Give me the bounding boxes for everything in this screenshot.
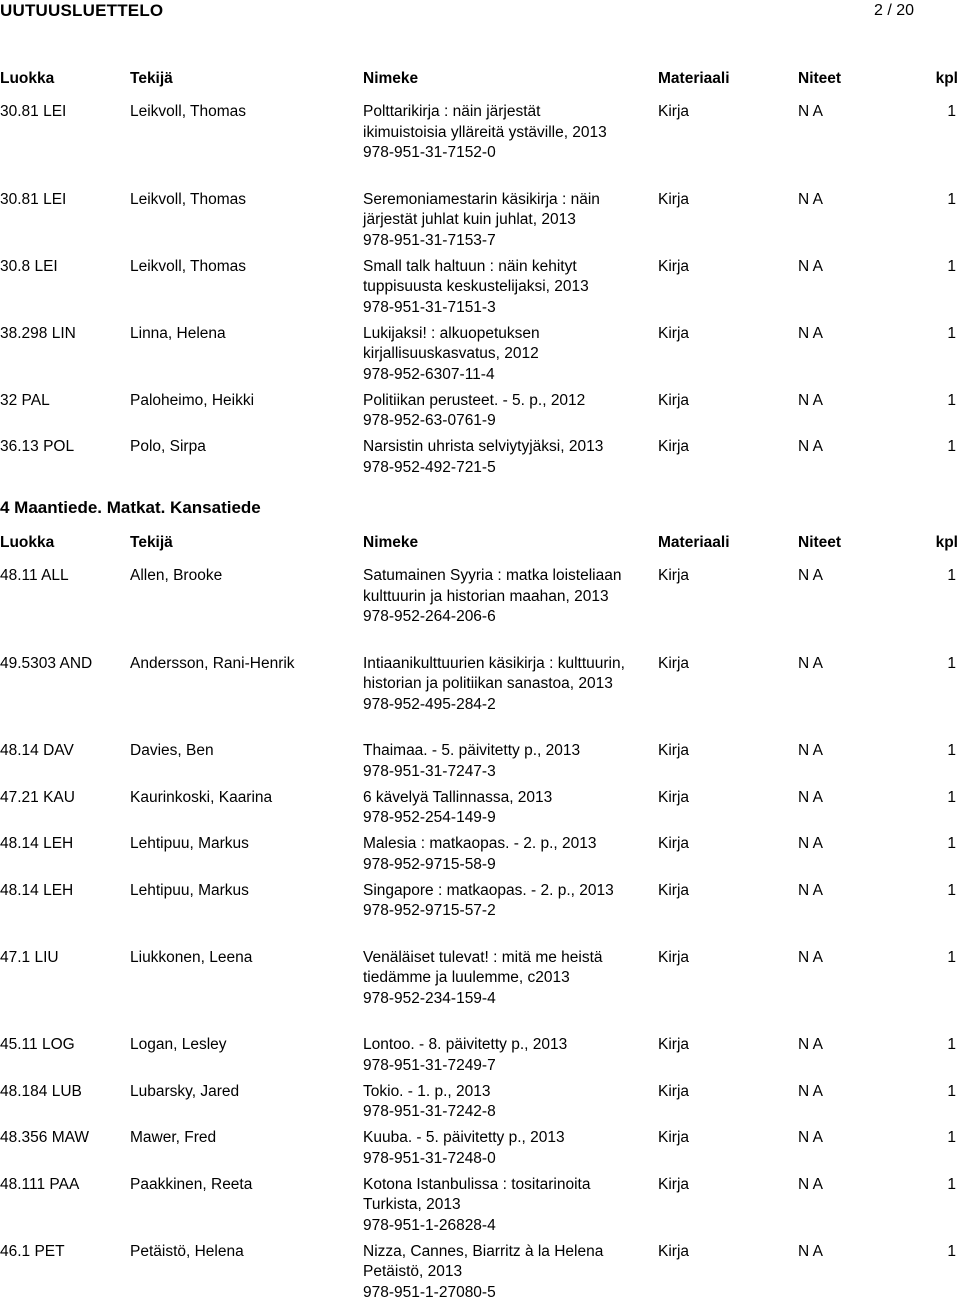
class-code: 30.81 LEI: [0, 103, 67, 120]
title: Satumainen Syyria : matka loisteliaan kulttuurin ja historian maahan, 2013: [363, 567, 622, 605]
material: Kirja: [658, 103, 690, 120]
isbn: 978-952-264-206-6: [363, 608, 496, 625]
copies-status: N A: [798, 567, 823, 584]
title: Small talk haltuun : näin kehityt tuppisuusta keskustelijaksi, 2013: [363, 257, 589, 295]
class-code: 32 PAL: [0, 391, 50, 409]
isbn: 978-951-31-7249-7: [363, 1056, 496, 1074]
title: Narsistin uhrista selviytyjäksi, 2013: [363, 438, 604, 455]
material: Kirja: [658, 742, 690, 759]
title-cell: [363, 1175, 628, 1237]
author: Liukkonen, Leena: [130, 948, 253, 966]
table-row: [0, 741, 960, 788]
class-code: 36.13 POL: [0, 438, 75, 455]
copies-status: N A: [798, 654, 823, 672]
material: Kirja: [658, 257, 690, 275]
table-row: [0, 1082, 960, 1129]
copies-status: N A: [798, 835, 823, 852]
header-nimeke: Nimeke: [363, 70, 419, 87]
quantity: 1: [947, 835, 956, 852]
copies-status: N A: [798, 1129, 823, 1146]
table-row: [0, 324, 960, 391]
title: Polttarikirja : näin järjestät ikimuistoisia ylläreitä ystäville, 2013: [363, 103, 607, 141]
material: Kirja: [658, 1082, 690, 1100]
header-kpl: kpl: [935, 534, 958, 551]
title: Singapore : matkaopas. - 2. p., 2013: [363, 881, 614, 899]
author: Linna, Helena: [130, 324, 226, 342]
class-code: 30.81 LEI: [0, 190, 67, 208]
title-cell: [363, 324, 628, 386]
section-1-table: [0, 69, 960, 484]
header-tekija: Tekijä: [130, 534, 173, 551]
class-code: 48.184 LUB: [0, 1082, 82, 1100]
title: Malesia : matkaopas. - 2. p., 2013: [363, 835, 597, 852]
title-cell: [363, 741, 628, 782]
material: Kirja: [658, 1036, 690, 1053]
quantity: 1: [947, 788, 956, 806]
header-materiaali: Materiaali: [658, 70, 730, 87]
document-title: UUTUUSLUETTELO: [0, 1, 164, 20]
isbn: 978-951-1-27080-5: [363, 1283, 496, 1301]
material: Kirja: [658, 1129, 690, 1146]
title-cell: [363, 391, 628, 432]
author: Kaurinkoski, Kaarina: [130, 788, 273, 806]
class-code: 48.14 LEH: [0, 835, 74, 852]
isbn: 978-951-1-26828-4: [363, 1216, 496, 1234]
copies-status: N A: [798, 257, 823, 275]
class-code: 48.14 DAV: [0, 742, 74, 759]
copies-status: N A: [798, 788, 823, 806]
title: Politiikan perusteet. - 5. p., 2012: [363, 391, 586, 409]
material: Kirja: [658, 190, 690, 208]
quantity: 1: [947, 1036, 956, 1053]
copies-status: N A: [798, 1082, 823, 1100]
quantity: 1: [947, 103, 956, 120]
section-2-rows: [0, 566, 960, 1309]
class-code: 46.1 PET: [0, 1242, 65, 1260]
table-row: [0, 834, 960, 881]
header-materiaali: Materiaali: [658, 534, 730, 551]
copies-status: N A: [798, 391, 823, 409]
material: Kirja: [658, 1175, 690, 1193]
author: Leikvoll, Thomas: [130, 190, 247, 208]
class-code: 30.8 LEI: [0, 257, 58, 275]
class-code: 38.298 LIN: [0, 324, 76, 342]
quantity: 1: [947, 1175, 956, 1193]
section-1-rows: [0, 102, 960, 484]
title: Tokio. - 1. p., 2013: [363, 1082, 491, 1100]
header-luokka: Luokka: [0, 70, 55, 87]
material: Kirja: [658, 391, 690, 409]
class-code: 48.11 ALL: [0, 567, 69, 584]
title-cell: [363, 437, 628, 478]
table-row: [0, 102, 960, 190]
material: Kirja: [658, 567, 690, 584]
class-code: 48.14 LEH: [0, 881, 74, 899]
table-row: [0, 788, 960, 835]
author: Polo, Sirpa: [130, 438, 206, 455]
author: Allen, Brooke: [130, 567, 223, 584]
table-row: [0, 1035, 960, 1082]
title-cell: [363, 102, 628, 164]
isbn: 978-951-31-7242-8: [363, 1103, 496, 1120]
title: Kuuba. - 5. päivitetty p., 2013: [363, 1129, 565, 1146]
title-cell: [363, 881, 628, 922]
table-row: [0, 391, 960, 438]
class-code: 45.11 LOG: [0, 1036, 75, 1053]
copies-status: N A: [798, 103, 823, 120]
author: Lehtipuu, Markus: [130, 881, 249, 899]
copies-status: N A: [798, 948, 823, 966]
table-row: [0, 437, 960, 484]
isbn: 978-952-6307-11-4: [363, 365, 495, 383]
quantity: 1: [947, 1129, 956, 1146]
isbn: 978-951-31-7151-3: [363, 298, 496, 316]
isbn: 978-952-9715-57-2: [363, 902, 496, 919]
page-number: 2 / 20: [873, 2, 914, 19]
title-cell: [363, 1082, 628, 1123]
material: Kirja: [658, 881, 690, 899]
title: Intiaanikulttuurien käsikirja : kulttuurin, historian ja politiikan sanastoa, 2013: [363, 654, 625, 692]
section-2-table: [0, 533, 960, 1309]
header-tekija: Tekijä: [130, 70, 173, 87]
class-code: 48.111 PAA: [0, 1175, 80, 1193]
author: Paakkinen, Reeta: [130, 1175, 253, 1193]
isbn: 978-952-495-284-2: [363, 695, 496, 713]
table-row: [0, 881, 960, 948]
isbn: 978-952-234-159-4: [363, 989, 496, 1007]
copies-status: N A: [798, 438, 823, 455]
table-header: [0, 69, 960, 102]
title-cell: [363, 1035, 628, 1076]
isbn: 978-951-31-7247-3: [363, 762, 496, 780]
class-code: 49.5303 AND: [0, 654, 93, 672]
copies-status: N A: [798, 1242, 823, 1260]
material: Kirja: [658, 1242, 690, 1260]
quantity: 1: [947, 438, 956, 455]
isbn: 978-952-254-149-9: [363, 809, 496, 826]
title: Lontoo. - 8. päivitetty p., 2013: [363, 1036, 568, 1053]
table-row: [0, 566, 960, 654]
page-header: [0, 0, 960, 22]
quantity: 1: [947, 567, 956, 584]
title-cell: [363, 788, 628, 829]
table-row: [0, 1242, 960, 1309]
author: Logan, Lesley: [130, 1036, 227, 1053]
quantity: 1: [947, 742, 956, 759]
table-row: [0, 257, 960, 324]
title-cell: [363, 1242, 628, 1304]
title-cell: [363, 566, 628, 628]
table-header: [0, 533, 960, 566]
title-cell: [363, 654, 628, 716]
isbn: 978-951-31-7152-0: [363, 144, 496, 161]
author: Petäistö, Helena: [130, 1242, 244, 1260]
material: Kirja: [658, 788, 690, 806]
section-heading: 4 Maantiede. Matkat. Kansatiede: [0, 498, 261, 517]
class-code: 48.356 MAW: [0, 1129, 90, 1146]
table-row: [0, 190, 960, 257]
table-row: [0, 1175, 960, 1242]
header-niteet: Niteet: [798, 534, 842, 551]
title-cell: [363, 948, 628, 1010]
author: Davies, Ben: [130, 742, 214, 759]
copies-status: N A: [798, 324, 823, 342]
isbn: 978-952-492-721-5: [363, 458, 496, 476]
author: Leikvoll, Thomas: [130, 103, 247, 120]
title: Seremoniamestarin käsikirja : näin järjestät juhlat kuin juhlat, 2013: [363, 190, 600, 228]
material: Kirja: [658, 324, 690, 342]
title-cell: [363, 257, 628, 319]
header-nimeke: Nimeke: [363, 534, 419, 551]
material: Kirja: [658, 948, 690, 966]
copies-status: N A: [798, 1175, 823, 1193]
title: Lukijaksi! : alkuopetuksen kirjallisuuskasvatus, 2012: [363, 324, 540, 362]
author: Lubarsky, Jared: [130, 1082, 240, 1100]
header-kpl: kpl: [935, 70, 958, 87]
material: Kirja: [658, 835, 690, 852]
title: 6 kävelyä Tallinnassa, 2013: [363, 788, 553, 806]
quantity: 1: [947, 1242, 956, 1260]
quantity: 1: [947, 391, 956, 409]
quantity: 1: [947, 190, 956, 208]
isbn: 978-951-31-7153-7: [363, 231, 496, 249]
author: Mawer, Fred: [130, 1129, 217, 1146]
title-cell: [363, 834, 628, 875]
author: Lehtipuu, Markus: [130, 835, 249, 852]
isbn: 978-951-31-7248-0: [363, 1149, 496, 1167]
copies-status: N A: [798, 1036, 823, 1053]
isbn: 978-952-63-0761-9: [363, 412, 496, 429]
author: Andersson, Rani-Henrik: [130, 654, 295, 672]
class-code: 47.21 KAU: [0, 788, 75, 806]
title: Venäläiset tulevat! : mitä me heistä tiedämme ja luulemme, c2013: [363, 948, 603, 986]
author: Leikvoll, Thomas: [130, 257, 247, 275]
quantity: 1: [947, 257, 956, 275]
header-niteet: Niteet: [798, 70, 842, 87]
quantity: 1: [947, 948, 956, 966]
copies-status: N A: [798, 881, 823, 899]
title: Kotona Istanbulissa : tositarinoita Turkista, 2013: [363, 1175, 591, 1213]
copies-status: N A: [798, 742, 823, 759]
quantity: 1: [947, 654, 956, 672]
table-row: [0, 1128, 960, 1175]
header-luokka: Luokka: [0, 534, 55, 551]
quantity: 1: [947, 881, 956, 899]
material: Kirja: [658, 654, 690, 672]
isbn: 978-952-9715-58-9: [363, 855, 496, 873]
class-code: 47.1 LIU: [0, 948, 59, 966]
material: Kirja: [658, 438, 690, 455]
author: Paloheimo, Heikki: [130, 391, 255, 409]
title: Nizza, Cannes, Biarritz à la Helena Petäistö, 2013: [363, 1242, 604, 1280]
copies-status: N A: [798, 190, 823, 208]
title: Thaimaa. - 5. päivitetty p., 2013: [363, 742, 581, 759]
quantity: 1: [947, 324, 956, 342]
title-cell: [363, 190, 628, 252]
table-row: [0, 654, 960, 742]
quantity: 1: [947, 1082, 956, 1100]
table-row: [0, 948, 960, 1036]
title-cell: [363, 1128, 628, 1169]
